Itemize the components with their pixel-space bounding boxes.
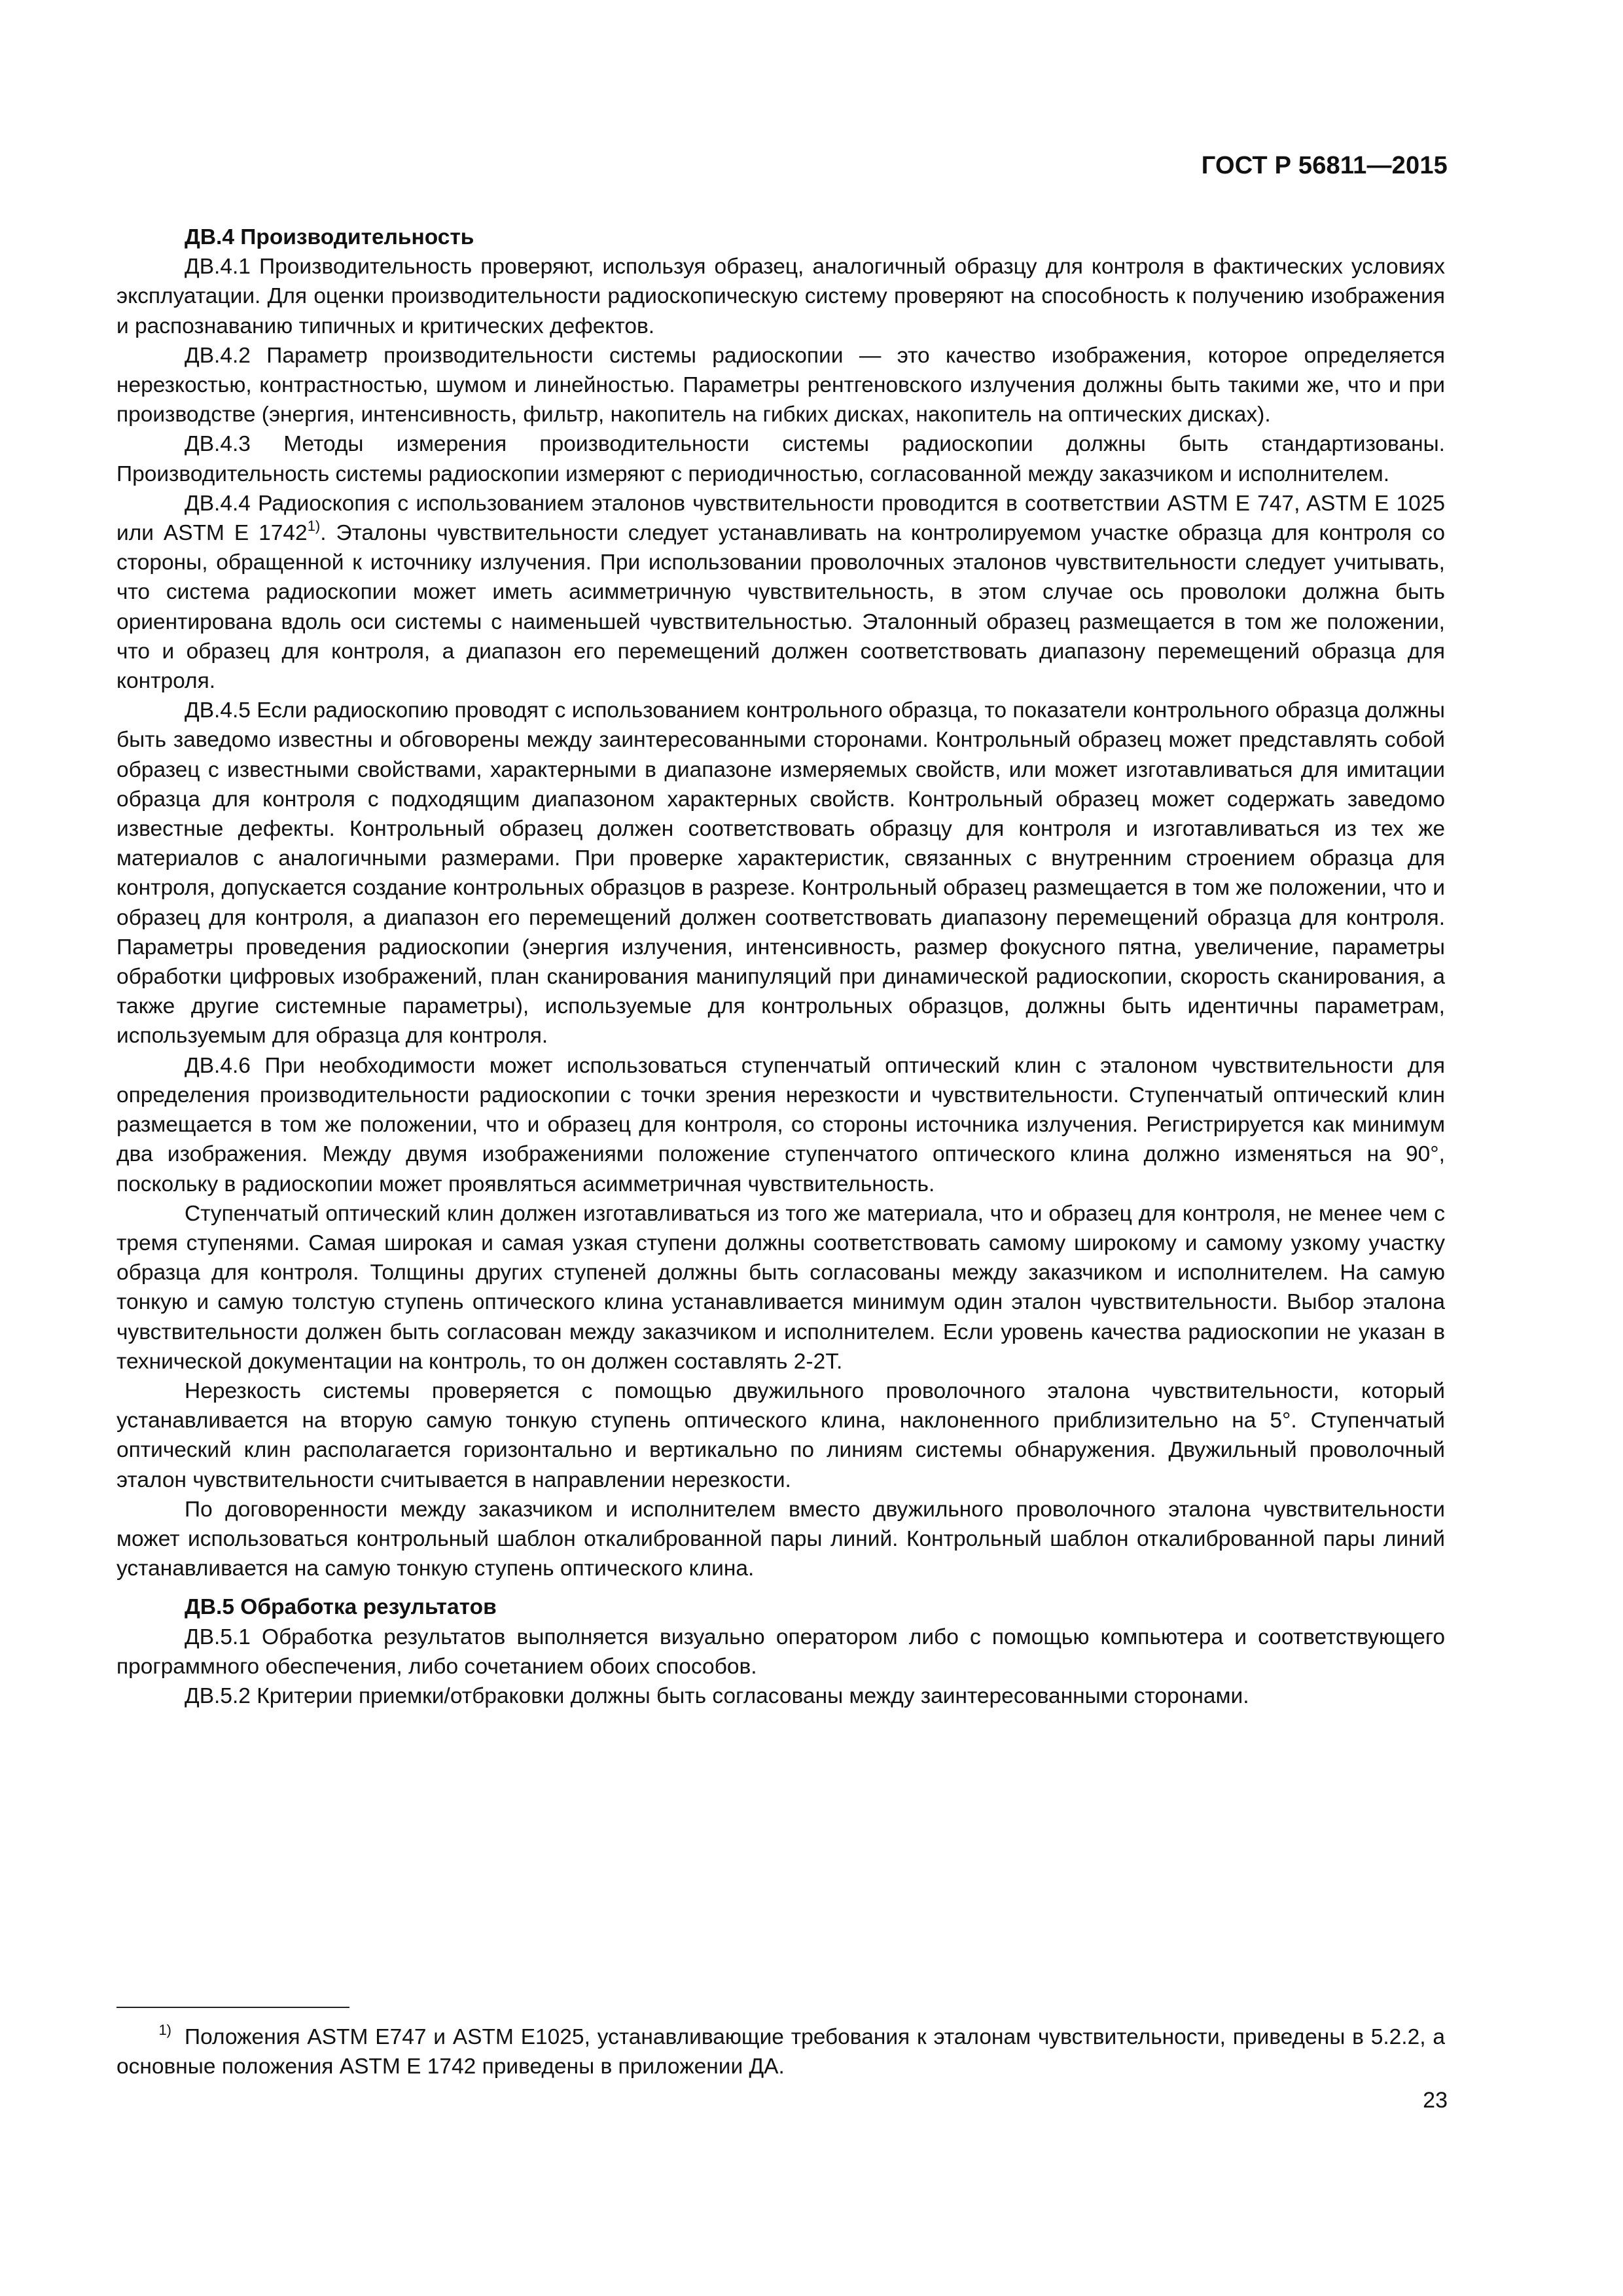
section-title-db4: ДВ.4 Производительность	[185, 225, 474, 249]
paragraph-db4-4	[116, 489, 1445, 696]
footnote-text: Положения ASTM E747 и ASTM E1025, устанавливающие требования к эталонам чувствительности, приведены в 5.2.2, а основные положения ASTM E 1742 приведены в приложении ДА.	[116, 2025, 1445, 2079]
paragraph-db4-8: Нерезкость системы проверяется с помощью двужильного проволочного эталона чувствительности, который устанавливается на вторую самую тонкую ступень оптического клина, наклоненного приблизительно на 5°. Ступенчатый оптический клин располагается горизонтально и вертикально по линиям системы обнаружения. Двужильный проволочный эталон чувствительности считывается в направлении нерезкости.	[116, 1378, 1445, 1492]
paragraph-db4-7: Ступенчатый оптический клин должен изготавливаться из того же материала, что и образец для контроля, не менее чем с тремя ступенями. Самая широкая и самая узкая ступени должны соответствовать самому широкому и самому узкому участку образца для контроля. Толщины других ступеней должны быть согласованы между заказчиком и исполнителем. На самую тонкую и самую толстую ступень оптического клина устанавливается минимум один эталон чувствительности. Выбор эталона чувствительности должен быть согласован между заказчиком и исполнителем. Если уровень качества радиоскопии не указан в технической документации на контроль, то он должен составлять 2-2T.	[116, 1201, 1445, 1374]
standard-header: ГОСТ Р 56811—2015	[1201, 152, 1448, 179]
paragraph-db5-2: ДВ.5.2 Критерии приемки/отбраковки должны быть согласованы между заинтересованными сторонами.	[185, 1683, 1249, 1708]
paragraph-db5-1: ДВ.5.1 Обработка результатов выполняется визуально оператором либо с помощью компьютера и соответствующего программного обеспечения, либо сочетанием обоих способов.	[116, 1624, 1445, 1679]
paragraph-db4-9: По договоренности между заказчиком и исполнителем вместо двужильного проволочного эталона чувствительности может использоваться контрольный шаблон откалиброванной пары линий. Контрольный шаблон откалиброванной пары линий устанавливается на самую тонкую ступень оптического клина.	[116, 1497, 1445, 1581]
page-content	[116, 223, 1445, 1711]
section-title-db5: ДВ.5 Обработка результатов	[185, 1595, 497, 1620]
footnote-reference: 1)	[307, 518, 321, 535]
paragraph-db4-6: ДВ.4.6 При необходимости может использоваться ступенчатый оптический клин с эталоном чувствительности для определения производительности радиоскопии с точки зрения нерезкости и чувствительности. Ступенчатый оптический клин размещается в том же положении, что и образец для контроля, со стороны источника излучения. Регистрируется как минимум два изображения. Между двумя изображениями положение ступенчатого оптического клина должно изменяться на 90°, поскольку в радиоскопии может проявляться асимметричная чувствительность.	[116, 1053, 1445, 1196]
paragraph-db4-2: ДВ.4.2 Параметр производительности системы радиоскопии — это качество изображения, которое определяется нерезкостью, контрастностью, шумом и линейностью. Параметры рентгеновского излучения должны быть такими же, что и при производстве (энергия, интенсивность, фильтр, накопитель на гибких дисках, накопитель на оптических дисках).	[116, 343, 1445, 427]
paragraph-db4-4-text-a: ДВ.4.4 Радиоскопия с использованием эталонов чувствительности проводится в соответствии ASTM E 747, ASTM E 1025 или ASTM E 1742	[116, 491, 1445, 546]
paragraph-db4-1: ДВ.4.1 Производительность проверяют, используя образец, аналогичный образцу для контроля в фактических условиях эксплуатации. Для оценки производительности радиоскопическую систему проверяют на способность к получению изображения и распознаванию типичных и критических дефектов.	[116, 255, 1445, 338]
paragraph-db4-4-text-b: . Эталоны чувствительности следует устанавливать на контролируемом участке образца для контроля со стороны, обращенной к источнику излучения. При использовании проволочных эталонов чувствительности следует учитывать, что система радиоскопии может иметь асимметричную чувствительность, в этом случае ось проволоки должна быть ориентирована вдоль оси системы с наименьшей чувствительностью. Эталонный образец размещается в том же положении, что и образец для контроля, а диапазон его перемещений должен соответствовать диапазону перемещений образца для контроля.	[116, 521, 1445, 694]
footnote-mark-text: 1)	[158, 2022, 171, 2038]
paragraph-db4-5: ДВ.4.5 Если радиоскопию проводят с использованием контрольного образца, то показатели контрольного образца должны быть заведомо известны и обговорены между заинтересованными сторонами. Контрольный образец может представлять собой образец с известными свойствами, характерными в диапазоне измеряемых свойств, или может изготавливаться для имитации образца для контроля с подходящим диапазоном характерных свойств. Контрольный образец может содержать заведомо известные дефекты. Контрольный образец должен соответствовать образцу для контроля и изготавливаться из тех же материалов с аналогичными размерами. При проверке характеристик, связанных с внутренним строением образца для контроля, допускается создание контрольных образцов в разрезе. Контрольный образец размещается в том же положении, что и образец для контроля, а диапазон его перемещений должен соответствовать диапазону перемещений образца для контроля. Параметры проведения радиоскопии (энергия излучения, интенсивность, размер фокусного пятна, увеличение, параметры обработки цифровых изображений, план сканирования манипуляций при динамической радиоскопии, скорость сканирования, а также другие системные параметры), используемые для контрольных образцов, должны быть идентичны параметрам, используемым для образца для контроля.	[116, 698, 1445, 1049]
footnote-divider	[116, 2007, 349, 2008]
footnote-mark	[116, 2022, 185, 2052]
footnote	[116, 2022, 1445, 2081]
paragraph-db4-3: ДВ.4.3 Методы измерения производительности системы радиоскопии должны быть стандартизованы. Производительность системы радиоскопии измеряют с периодичностью, согласованной между заказчиком и исполнителем.	[116, 432, 1445, 486]
page-number: 23	[1423, 2088, 1448, 2113]
